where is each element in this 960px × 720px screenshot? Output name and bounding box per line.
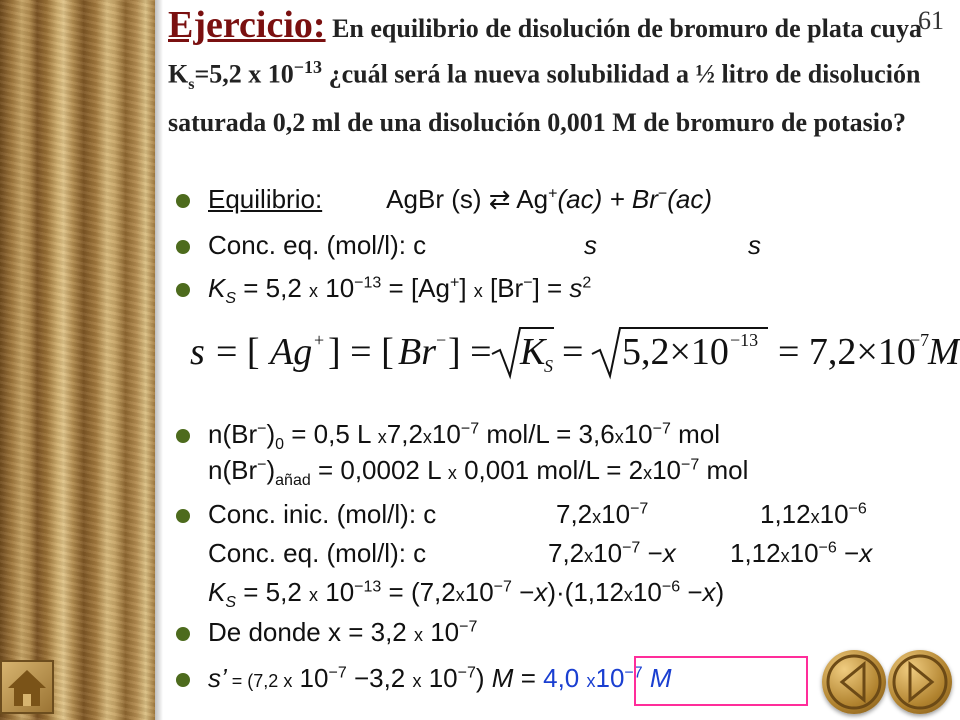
svg-text:5,2×10: 5,2×10 (622, 331, 729, 373)
ks-e: [Br (482, 273, 524, 303)
n-br-x2: x (422, 427, 432, 447)
conc-inic-v1e: −7 (630, 500, 649, 518)
title-text-2: =5,2 x 10 (194, 59, 294, 89)
n-br-exp: −7 (460, 420, 480, 438)
conc-eq2-v1d: x (662, 538, 676, 568)
bullet (176, 194, 190, 208)
n-br: n(Br (208, 419, 258, 449)
svg-text:] = [: ] = [ (328, 331, 394, 373)
conc-eq2-v2e: −6 (818, 539, 837, 557)
ksx-e3: −6 (661, 578, 681, 596)
title-text-3: ¿cuál será la nueva solubilidad a ½ litro de disolución saturada 0,2 ml de una disolución 0,001 M de bromuro de potasio? (168, 59, 921, 137)
ksx-f: − (511, 577, 535, 607)
next-slide-button[interactable] (888, 650, 952, 714)
left-arrow-icon (822, 650, 886, 714)
ksx-l: ) (715, 577, 725, 607)
ks-b: 10 (318, 273, 355, 303)
title-text: En equilibrio de disolución de bromuro de plata cuya K (168, 14, 922, 89)
svg-text:S: S (544, 356, 553, 376)
right-arrow-icon (888, 650, 952, 714)
n-added-rest2: 0,001 mol/L = 2 (456, 455, 644, 485)
ksx-b: 10 (318, 577, 355, 607)
ks-s: s (569, 273, 583, 303)
n-added: n(Br (208, 455, 258, 485)
ag-charge: + (548, 185, 558, 203)
conc-eq2-label: Conc. eq. (mol/l): c (208, 538, 427, 568)
sprime-c: −3,2 (346, 663, 413, 693)
svg-text:= [: = [ (216, 331, 260, 373)
conc-eq2-v1b: 10 (593, 538, 623, 568)
solubility-formula (190, 322, 960, 392)
sprime-m: M (491, 663, 514, 693)
result-x-line (208, 617, 477, 648)
conc-inic-v1b: 10 (601, 499, 631, 529)
sprime-d: 10 (421, 663, 458, 693)
conc-eq-label: Conc. eq. (mol/l): c (208, 230, 427, 260)
conc-eq2-v2d: x (859, 538, 873, 568)
svg-text:Br: Br (398, 331, 436, 373)
answer-b: 10 (595, 663, 625, 693)
ks-line (208, 273, 591, 308)
ksx-c: = (7,2 (381, 577, 456, 607)
ksx-k2: x (702, 577, 716, 607)
title-exp: −13 (293, 57, 323, 77)
exercise-title (168, 6, 948, 142)
home-icon (2, 662, 52, 712)
equilibrium-label: Equilibrio: (208, 184, 323, 214)
n-br-x3: x (614, 427, 624, 447)
formula-graphic (190, 322, 960, 382)
ksx-h: )·(1,12 (547, 577, 624, 607)
n-added-minus: − (257, 456, 267, 474)
n-added-rest: = 0,0002 L (310, 455, 448, 485)
conc-inic-v2b: 10 (819, 499, 849, 529)
moles-initial-line: $n(Br^-)_0 = 0,5$ L $x7,2x10^{-7}$ $mol/L = 3,6x10^{-7}$ mol (208, 419, 721, 454)
conc-inic-v1x: x (592, 507, 602, 527)
ksx-x: x (309, 585, 319, 605)
equilibrium-end: (ac) (667, 184, 713, 214)
ks-f: ] = (532, 273, 570, 303)
sprime-b: 10 (292, 663, 329, 693)
ks-sub: S (225, 290, 237, 308)
conc-eq2-v1e: −7 (622, 539, 641, 557)
ks-c: = [Ag (381, 273, 450, 303)
ks-sq: 2 (582, 274, 592, 292)
svg-text:= 7,2×10: = 7,2×10 (778, 331, 916, 373)
n-added-sub: añad (275, 472, 311, 490)
sprime-f: ) (475, 663, 492, 693)
ksx-e: −13 (354, 578, 382, 596)
svg-text:−7: −7 (910, 330, 930, 350)
answer-exp: −7 (624, 664, 643, 682)
x-value-a: De donde x = 3,2 (208, 617, 414, 647)
equilibrium-line (208, 184, 712, 215)
conc-s1: s (584, 230, 597, 260)
conc-eq-line (208, 230, 761, 261)
conc-inic-v2: 1,12 (760, 499, 811, 529)
bullet (176, 673, 190, 687)
ks-exp: −13 (354, 274, 382, 292)
n-added-val: 10 (652, 455, 681, 485)
svg-text:K: K (520, 331, 546, 373)
sprime-e: −7 (328, 664, 347, 682)
conc-eq2-line (208, 538, 873, 569)
sprime-x: x (283, 671, 293, 691)
previous-slide-button[interactable] (822, 650, 886, 714)
x-value-exp: −7 (459, 618, 478, 636)
conc-eq2-v2b: 10 (789, 538, 819, 568)
svg-text:M: M (928, 331, 960, 373)
bullet (176, 509, 190, 523)
ks-plus: + (449, 274, 460, 292)
sprime-g: = (513, 663, 544, 693)
ks-x2: x (473, 281, 483, 301)
sprime: s’ (208, 663, 227, 693)
svg-text:s: s (190, 331, 205, 373)
decorative-sidebar (0, 0, 155, 720)
svg-text:−: − (436, 330, 447, 350)
conc-eq2-v1x: x (584, 546, 594, 566)
bullet (176, 240, 190, 254)
equilibrium-rest: (ac) + Br (557, 184, 658, 214)
conc-inic-v2e: −6 (848, 500, 867, 518)
bullet (176, 627, 190, 641)
ksx-j: − (680, 577, 703, 607)
n-br-sub: 0 (275, 436, 285, 454)
n-br-exp2: −7 (652, 420, 671, 438)
sprime-e2: −7 (457, 664, 476, 682)
svg-text:] =: ] = (448, 331, 492, 373)
n-br-val: 7,2 (386, 419, 423, 449)
n-br-rest2: mol/L = 3,6 (479, 419, 615, 449)
svg-text:Ag: Ag (270, 331, 313, 373)
moles-added-line: $n(Br^-)_{añad} = 0,0002$ L x 0,001 $mol/L = 2x10^{-7}$ mol (208, 455, 749, 490)
conc-eq2-v2: 1,12 (730, 538, 781, 568)
conc-s2: s (748, 230, 761, 260)
conc-eq2-v1c: − (640, 538, 663, 568)
home-button[interactable] (0, 660, 54, 714)
answer-highlight-box (634, 656, 808, 706)
n-br-rest: = 0,5 L (284, 419, 378, 449)
n-added-x: x (447, 463, 457, 483)
ksx-x2: x (455, 585, 465, 605)
ks-x: x (309, 281, 319, 301)
ksx-g: x (534, 577, 548, 607)
n-br-end: mol (670, 419, 721, 449)
x-value-b: 10 (422, 617, 460, 647)
n-br-val3: 10 (623, 419, 653, 449)
bullet (176, 429, 190, 443)
ks-k: K (208, 273, 226, 303)
n-br-minus: − (257, 420, 267, 438)
answer-x: x (586, 671, 596, 691)
conc-eq2-v1: 7,2 (548, 538, 585, 568)
conc-initial-line (208, 499, 867, 530)
ksx-i: 10 (632, 577, 662, 607)
ks-a: = 5,2 (236, 273, 310, 303)
br-charge: − (657, 185, 668, 203)
n-br-x: x (377, 427, 387, 447)
conc-eq2-v2c: − (836, 538, 860, 568)
sprime-a: = (7,2 (226, 671, 284, 691)
ksx-d: 10 (464, 577, 494, 607)
ksx-e2: −7 (493, 578, 512, 596)
ksx-x3: x (623, 585, 633, 605)
answer-unit: M (642, 663, 672, 693)
ks-expression-line (208, 577, 724, 612)
conc-inic-v1: 7,2 (556, 499, 593, 529)
answer-ans: 4,0 (543, 663, 587, 693)
n-added-exp: −7 (680, 456, 700, 474)
ksx-k: K (208, 577, 226, 607)
ks-minus: − (523, 274, 533, 292)
ksx-a: = 5,2 (236, 577, 310, 607)
ks-d: ] (459, 273, 474, 303)
equilibrium-eq: AgBr (s) ⇄ Ag (386, 184, 549, 214)
exercise-heading: Ejercicio: (168, 4, 326, 46)
title-ks-sub: s (188, 75, 195, 93)
conc-inic-label: Conc. inic. (mol/l): c (208, 499, 437, 529)
x-value-x: x (413, 625, 423, 645)
ksx-sub: S (225, 594, 237, 612)
n-br-val2: 10 (431, 419, 461, 449)
slide-number: 61 (918, 6, 944, 35)
bullet (176, 283, 190, 297)
sprime-x2: x (412, 671, 422, 691)
n-added-end: mol (699, 455, 749, 485)
svg-text:=: = (562, 331, 584, 373)
svg-text:−13: −13 (730, 330, 759, 350)
conc-inic-v2x: x (810, 507, 820, 527)
new-solubility-line (208, 663, 672, 694)
svg-text:+: + (314, 330, 325, 350)
conc-eq2-v2x: x (780, 546, 790, 566)
n-added-x2: x (643, 463, 653, 483)
